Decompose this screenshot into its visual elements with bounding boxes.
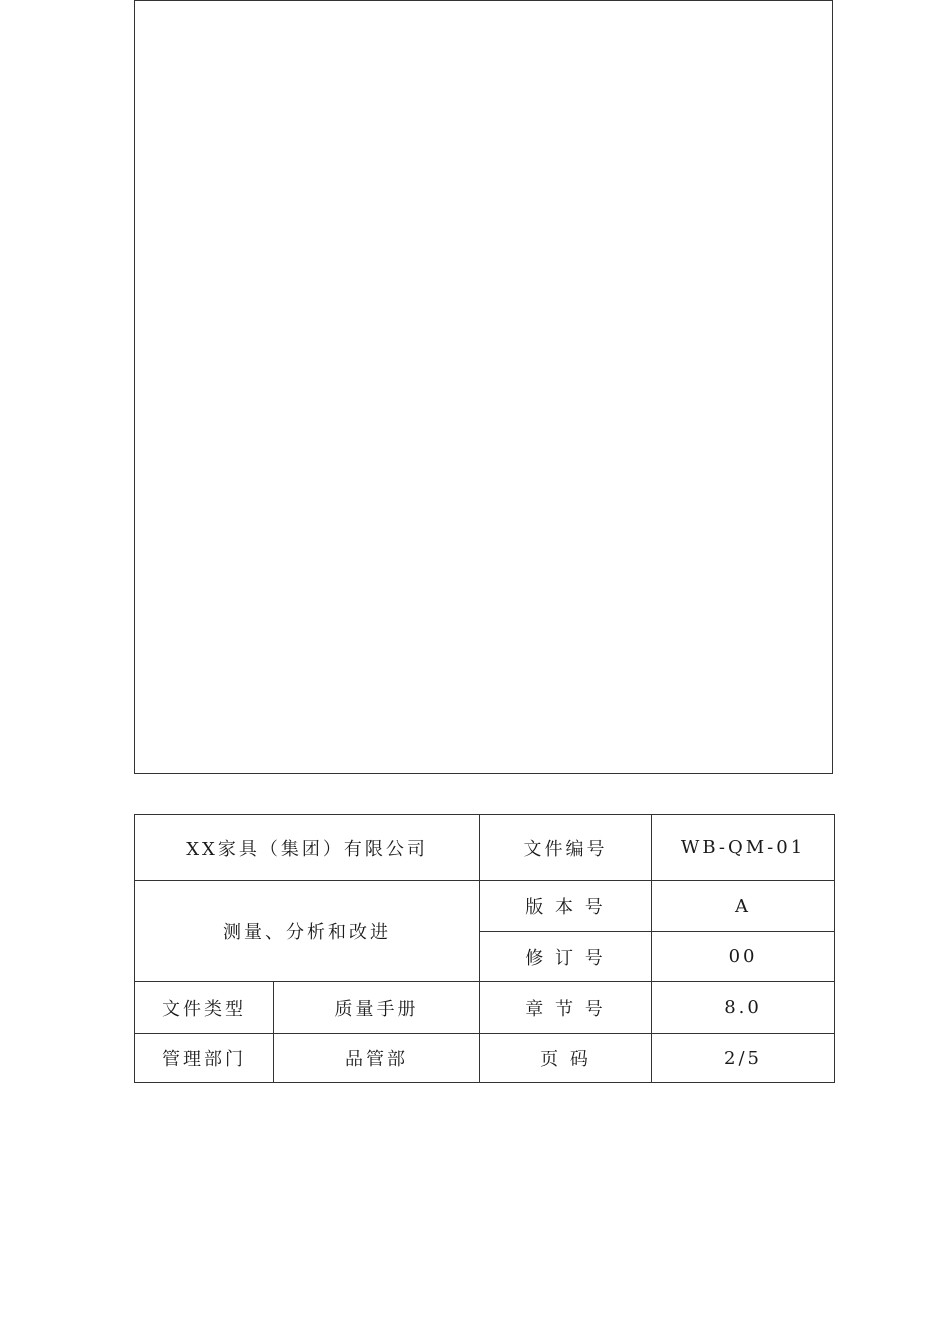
page-label: 页 码 [480,1034,652,1083]
doc-no-label: 文件编号 [480,815,652,881]
table-row [135,982,835,1034]
table-row [135,881,835,932]
table-row [135,815,835,881]
chapter-label: 章 节 号 [480,982,652,1034]
table-row [135,1034,835,1083]
version-value: A [652,881,835,932]
doc-no-value: WB-QM-01 [652,815,835,881]
company-name: XX家具（集团）有限公司 [135,815,480,881]
document-header-table [134,814,835,1083]
dept-value: 品管部 [274,1034,480,1083]
section-title: 测量、分析和改进 [135,881,480,982]
page-value: 2/5 [652,1034,835,1083]
revision-value: 00 [652,932,835,982]
chapter-value: 8.0 [652,982,835,1034]
version-label: 版 本 号 [480,881,652,932]
doc-type-label: 文件类型 [135,982,274,1034]
dept-label: 管理部门 [135,1034,274,1083]
content-frame [134,0,833,774]
revision-label: 修 订 号 [480,932,652,982]
doc-type-value: 质量手册 [274,982,480,1034]
